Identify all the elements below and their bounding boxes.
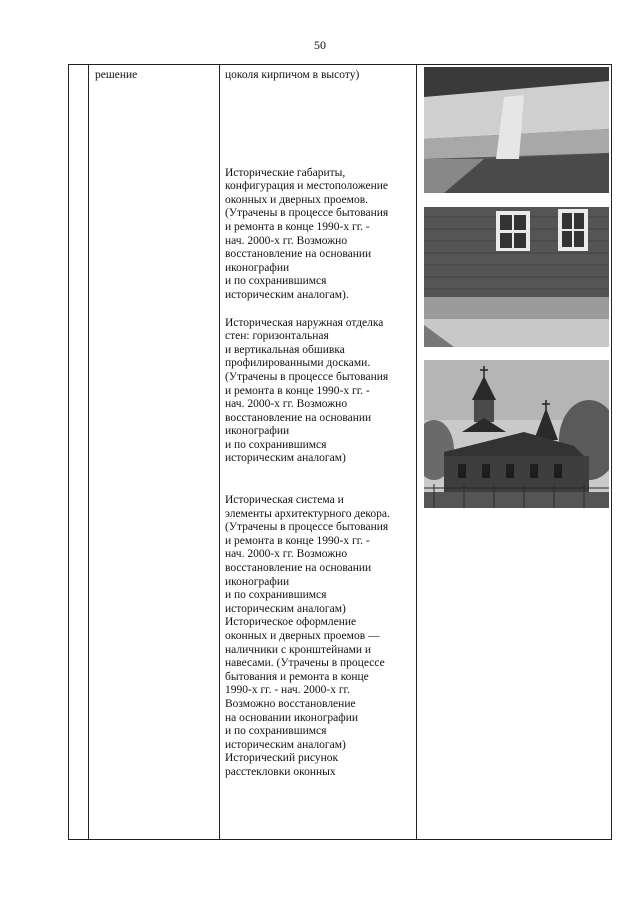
- document-table: [68, 64, 612, 840]
- column-divider: [416, 65, 417, 839]
- text-block-plinth: цоколя кирпичом в высоту): [225, 69, 360, 81]
- text-block-decor: Историческая система и элементы архитектурного декора. (Утрачены в процессе бытования и ремонта в конце 1990-х гг. - нач. 2000-х гг. Возможно восстановление на основании иконографии и по сохранившимся историческим аналогам) Историческое оформление оконных и дверных проемов — наличники с кронштейнами и навесами. (Утрачены в процессе бытования и ремонта в конце 1990-х гг. - нач. 2000-х гг. Возможно восстановление на основании иконографии и по сохранившимся историческим аналогам) Исторический рисунок расстекловки оконных: [225, 494, 390, 778]
- description-column: [225, 69, 415, 780]
- column-divider: [219, 65, 220, 839]
- text-block-finish: Историческая наружная отделка стен: горизонтальная и вертикальная обшивка профилированными досками. (Утрачены в процессе бытования и ремонта в конце 1990-х гг. - нач. 2000-х гг. Возможно восстановление на основании иконографии и по сохранившимся историческим аналогам): [225, 316, 389, 465]
- page-number: 50: [314, 38, 326, 52]
- row-label: решение: [95, 69, 138, 81]
- text-block-windows: Исторические габариты, конфигурация и местоположение оконных и дверных проемов. (Утрачены в процессе бытования и ремонта в конце 1990-х гг. - нач. 2000-х гг. Возможно восстановление на основании иконографии и по сохранившимся историческим аналогам).: [225, 166, 389, 301]
- photo-church: [424, 360, 609, 508]
- photo-windows: [424, 207, 609, 347]
- photo-plinth: [424, 67, 609, 193]
- column-divider: [88, 65, 89, 839]
